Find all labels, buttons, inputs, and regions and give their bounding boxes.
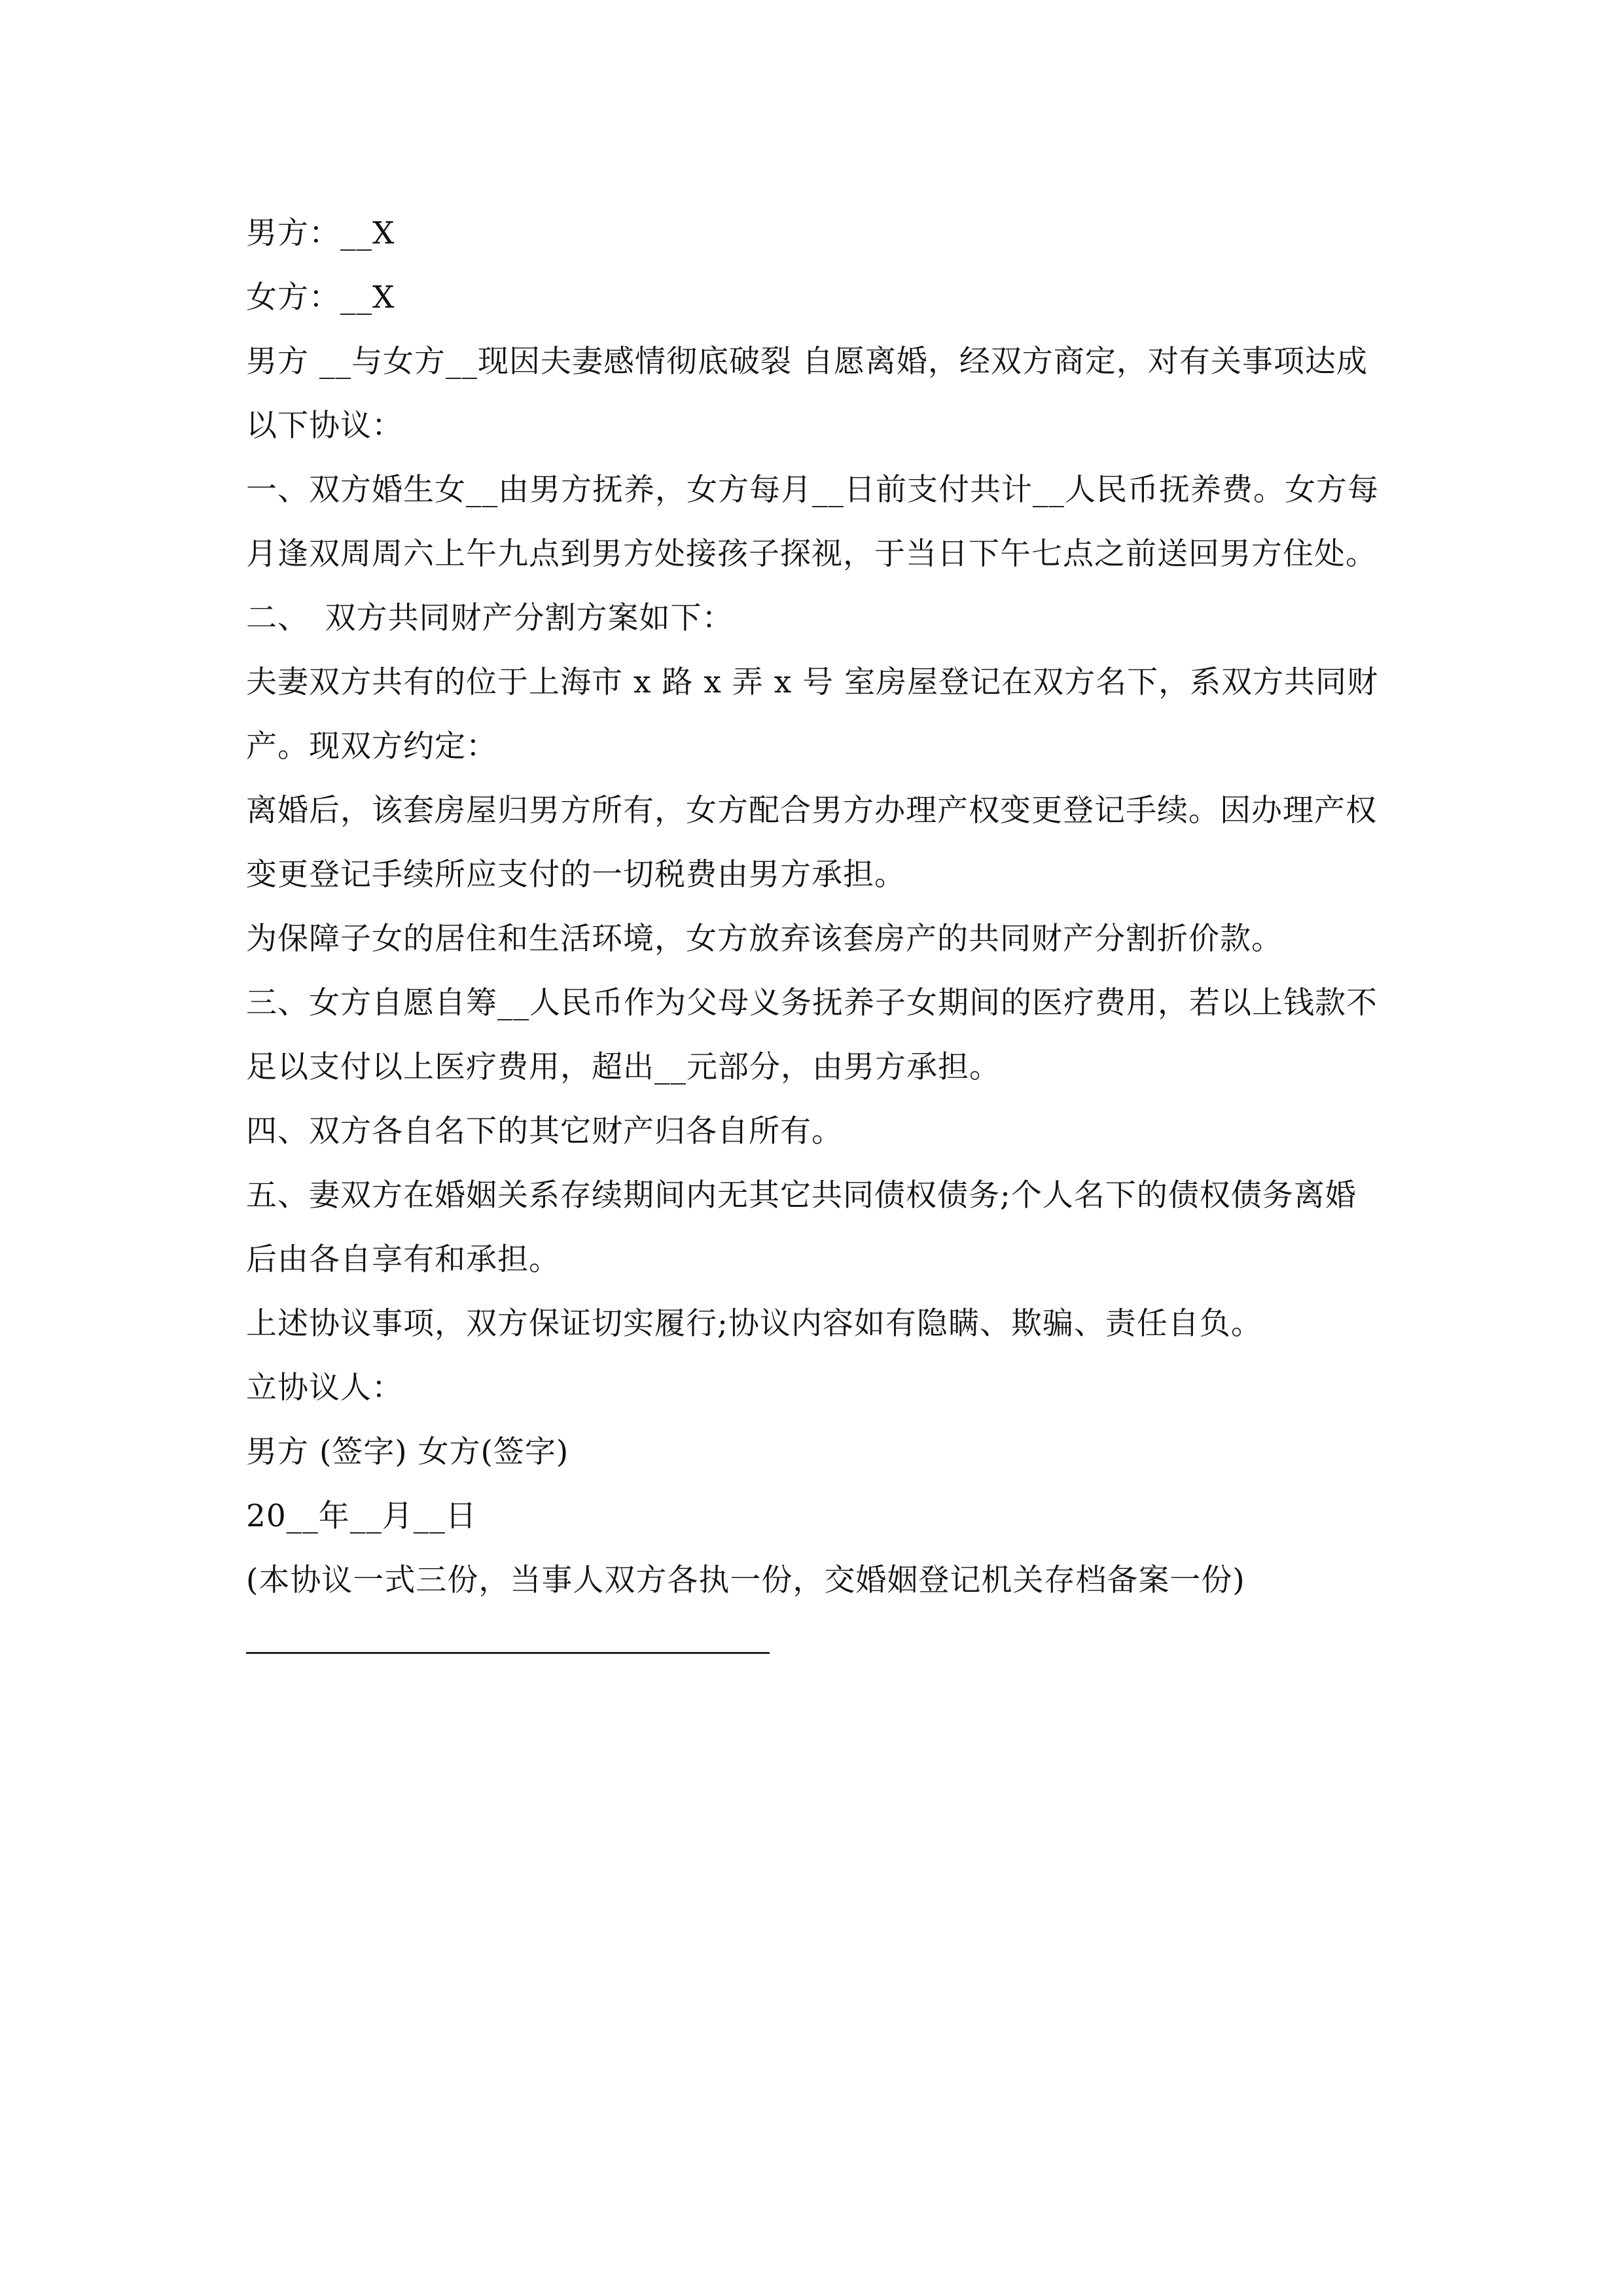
- date-line: 20__年__月__日: [246, 1498, 477, 1534]
- copies-note: (本协议一式三份，当事人双方各执一份，交婚姻登记机关存档备案一份): [246, 1562, 1245, 1598]
- clause-five-debts: 五、妻双方在婚姻关系存续期间内无其它共同债权债务;个人名下的债权债务离婚后由各自享有和承担。: [246, 1177, 1357, 1278]
- closing-divider: [246, 1613, 1385, 1677]
- clause-two-heading: 二、 双方共同财产分割方案如下：: [246, 600, 734, 636]
- clause-four-personal-property: 四、双方各自名下的其它财产归各自所有。: [246, 1113, 843, 1149]
- property-description: 夫妻双方共有的位于上海市 x 路 x 弄 x 号 室房屋登记在双方名下，系双方共同财产。现双方约定：: [246, 664, 1379, 764]
- female-party-line: 女方：__X: [246, 279, 395, 315]
- document-body: [246, 202, 1385, 1677]
- signature-line: 男方 (签字) 女方(签字): [246, 1434, 569, 1470]
- property-ownership: 离婚后，该套房屋归男方所有，女方配合男方办理产权变更登记手续。因办理产权变更登记手续所应支付的一切税费由男方承担。: [246, 793, 1377, 893]
- performance-guarantee: 上述协议事项，双方保证切实履行;协议内容如有隐瞒、欺骗、责任自负。: [246, 1306, 1262, 1342]
- agreement-intro: 男方 __与女方__现因夫妻感情彻底破裂 自愿离婚，经双方商定，对有关事项达成以下协议：: [246, 344, 1368, 444]
- property-waiver: 为保障子女的居住和生活环境，女方放弃该套房产的共同财产分割折价款。: [246, 921, 1283, 957]
- clause-three-medical: 三、女方自愿自筹__人民币作为父母义务抚养子女期间的医疗费用，若以上钱款不足以支付以上医疗费用，超出__元部分，由男方承担。: [246, 985, 1378, 1085]
- divider-line: [246, 1652, 770, 1654]
- clause-one-custody: 一、双方婚生女__由男方抚养，女方每月__日前支付共计__人民币抚养费。女方每月逢双周周六上午九点到男方处接孩子探视，于当日下午七点之前送回男方住处。: [246, 472, 1379, 572]
- signatories-label: 立协议人：: [246, 1370, 403, 1406]
- male-party-line: 男方：__X: [246, 215, 395, 251]
